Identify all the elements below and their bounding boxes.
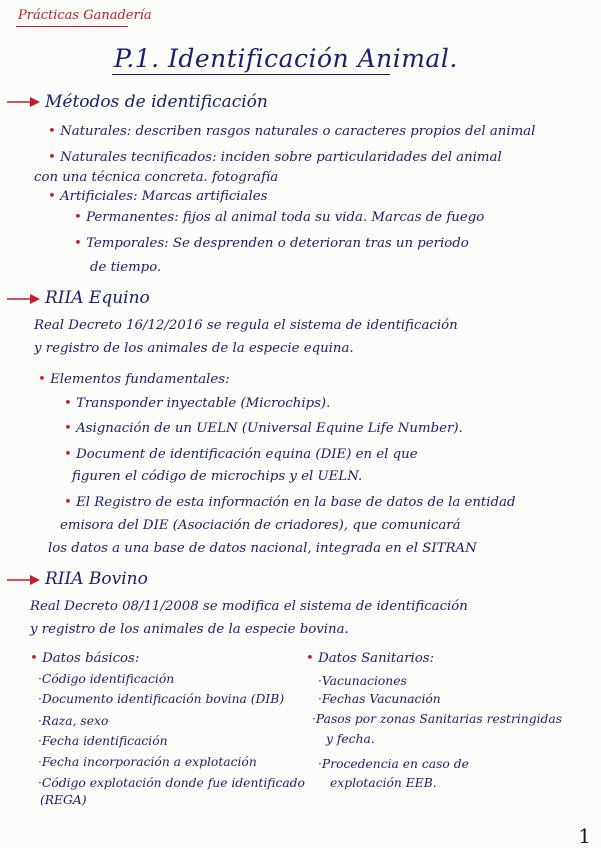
list-item: • Naturales tecnificados: inciden sobre particularidades del animal bbox=[48, 150, 502, 165]
paragraph-line: y registro de los animales de la especie equina. bbox=[34, 341, 354, 356]
sub-list-item: • Temporales: Se desprenden o deterioran tras un periodo bbox=[74, 236, 469, 251]
arrow-icon bbox=[6, 573, 42, 587]
sub-list-item: • Transponder inyectable (Microchips). bbox=[64, 396, 331, 411]
list-item: ·Fechas Vacunación bbox=[318, 692, 441, 706]
paragraph-line: Real Decreto 16/12/2016 se regula el sistema de identificación bbox=[34, 318, 458, 333]
paragraph-line: y registro de los animales de la especie bovina. bbox=[30, 622, 349, 637]
list-item-continuation: con una técnica concreta. fotografía bbox=[34, 170, 279, 185]
sub-list-item: • Document de identificación equina (DIE) en el que bbox=[64, 447, 418, 462]
sub-list-item-continuation: los datos a una base de datos nacional, integrada en el SITRAN bbox=[48, 541, 477, 556]
list-item: ·Raza, sexo bbox=[38, 714, 109, 728]
sub-list-item: • El Registro de esta información en la base de datos de la entidad bbox=[64, 495, 516, 510]
sub-list-item-continuation: figuren el código de microchips y el UELN. bbox=[72, 469, 363, 484]
section-heading-metodos: Métodos de identificación bbox=[45, 92, 268, 112]
list-item-continuation: (REGA) bbox=[40, 793, 87, 807]
page-title: P.1. Identificación Animal. bbox=[114, 44, 458, 73]
list-item: ·Código explotación donde fue identificado bbox=[38, 776, 305, 790]
list-item: ·Vacunaciones bbox=[318, 674, 407, 688]
header-underline bbox=[16, 26, 128, 27]
list-item: ·Fecha incorporación a explotación bbox=[38, 755, 257, 769]
sub-list-item: • Permanentes: fijos al animal toda su vida. Marcas de fuego bbox=[74, 210, 485, 225]
list-item: ·Pasos por zonas Sanitarias restringidas bbox=[312, 712, 563, 726]
list-item: • Artificiales: Marcas artificiales bbox=[48, 189, 268, 204]
list-item-continuation: explotación EEB. bbox=[330, 776, 437, 790]
paragraph-line: Real Decreto 08/11/2008 se modifica el sistema de identificación bbox=[30, 599, 468, 614]
section-heading-equino: RIIA Equino bbox=[45, 288, 150, 308]
sub-list-item: • Asignación de un UELN (Universal Equine Life Number). bbox=[64, 421, 463, 436]
section-heading-bovino: RIIA Bovino bbox=[45, 569, 148, 589]
sub-list-item-continuation: emisora del DIE (Asociación de criadores), que comunicará bbox=[60, 518, 461, 533]
arrow-icon bbox=[6, 95, 42, 109]
list-item: ·Procedencia en caso de bbox=[318, 757, 469, 771]
list-item: ·Documento identificación bovina (DIB) bbox=[38, 692, 285, 706]
arrow-icon bbox=[6, 292, 42, 306]
list-item: ·Código identificación bbox=[38, 672, 175, 686]
title-underline bbox=[112, 74, 390, 75]
list-heading: • Datos Sanitarios: bbox=[306, 651, 435, 666]
list-item: • Elementos fundamentales: bbox=[38, 372, 230, 387]
list-item: • Naturales: describen rasgos naturales o caracteres propios del animal bbox=[48, 124, 536, 139]
list-item-continuation: y fecha. bbox=[326, 732, 375, 746]
page-header: Prácticas Ganadería bbox=[18, 8, 152, 23]
list-item: ·Fecha identificación bbox=[38, 734, 168, 748]
list-heading: • Datos básicos: bbox=[30, 651, 140, 666]
page-number: 1 bbox=[578, 824, 591, 848]
sub-list-item-continuation: de tiempo. bbox=[90, 260, 162, 275]
